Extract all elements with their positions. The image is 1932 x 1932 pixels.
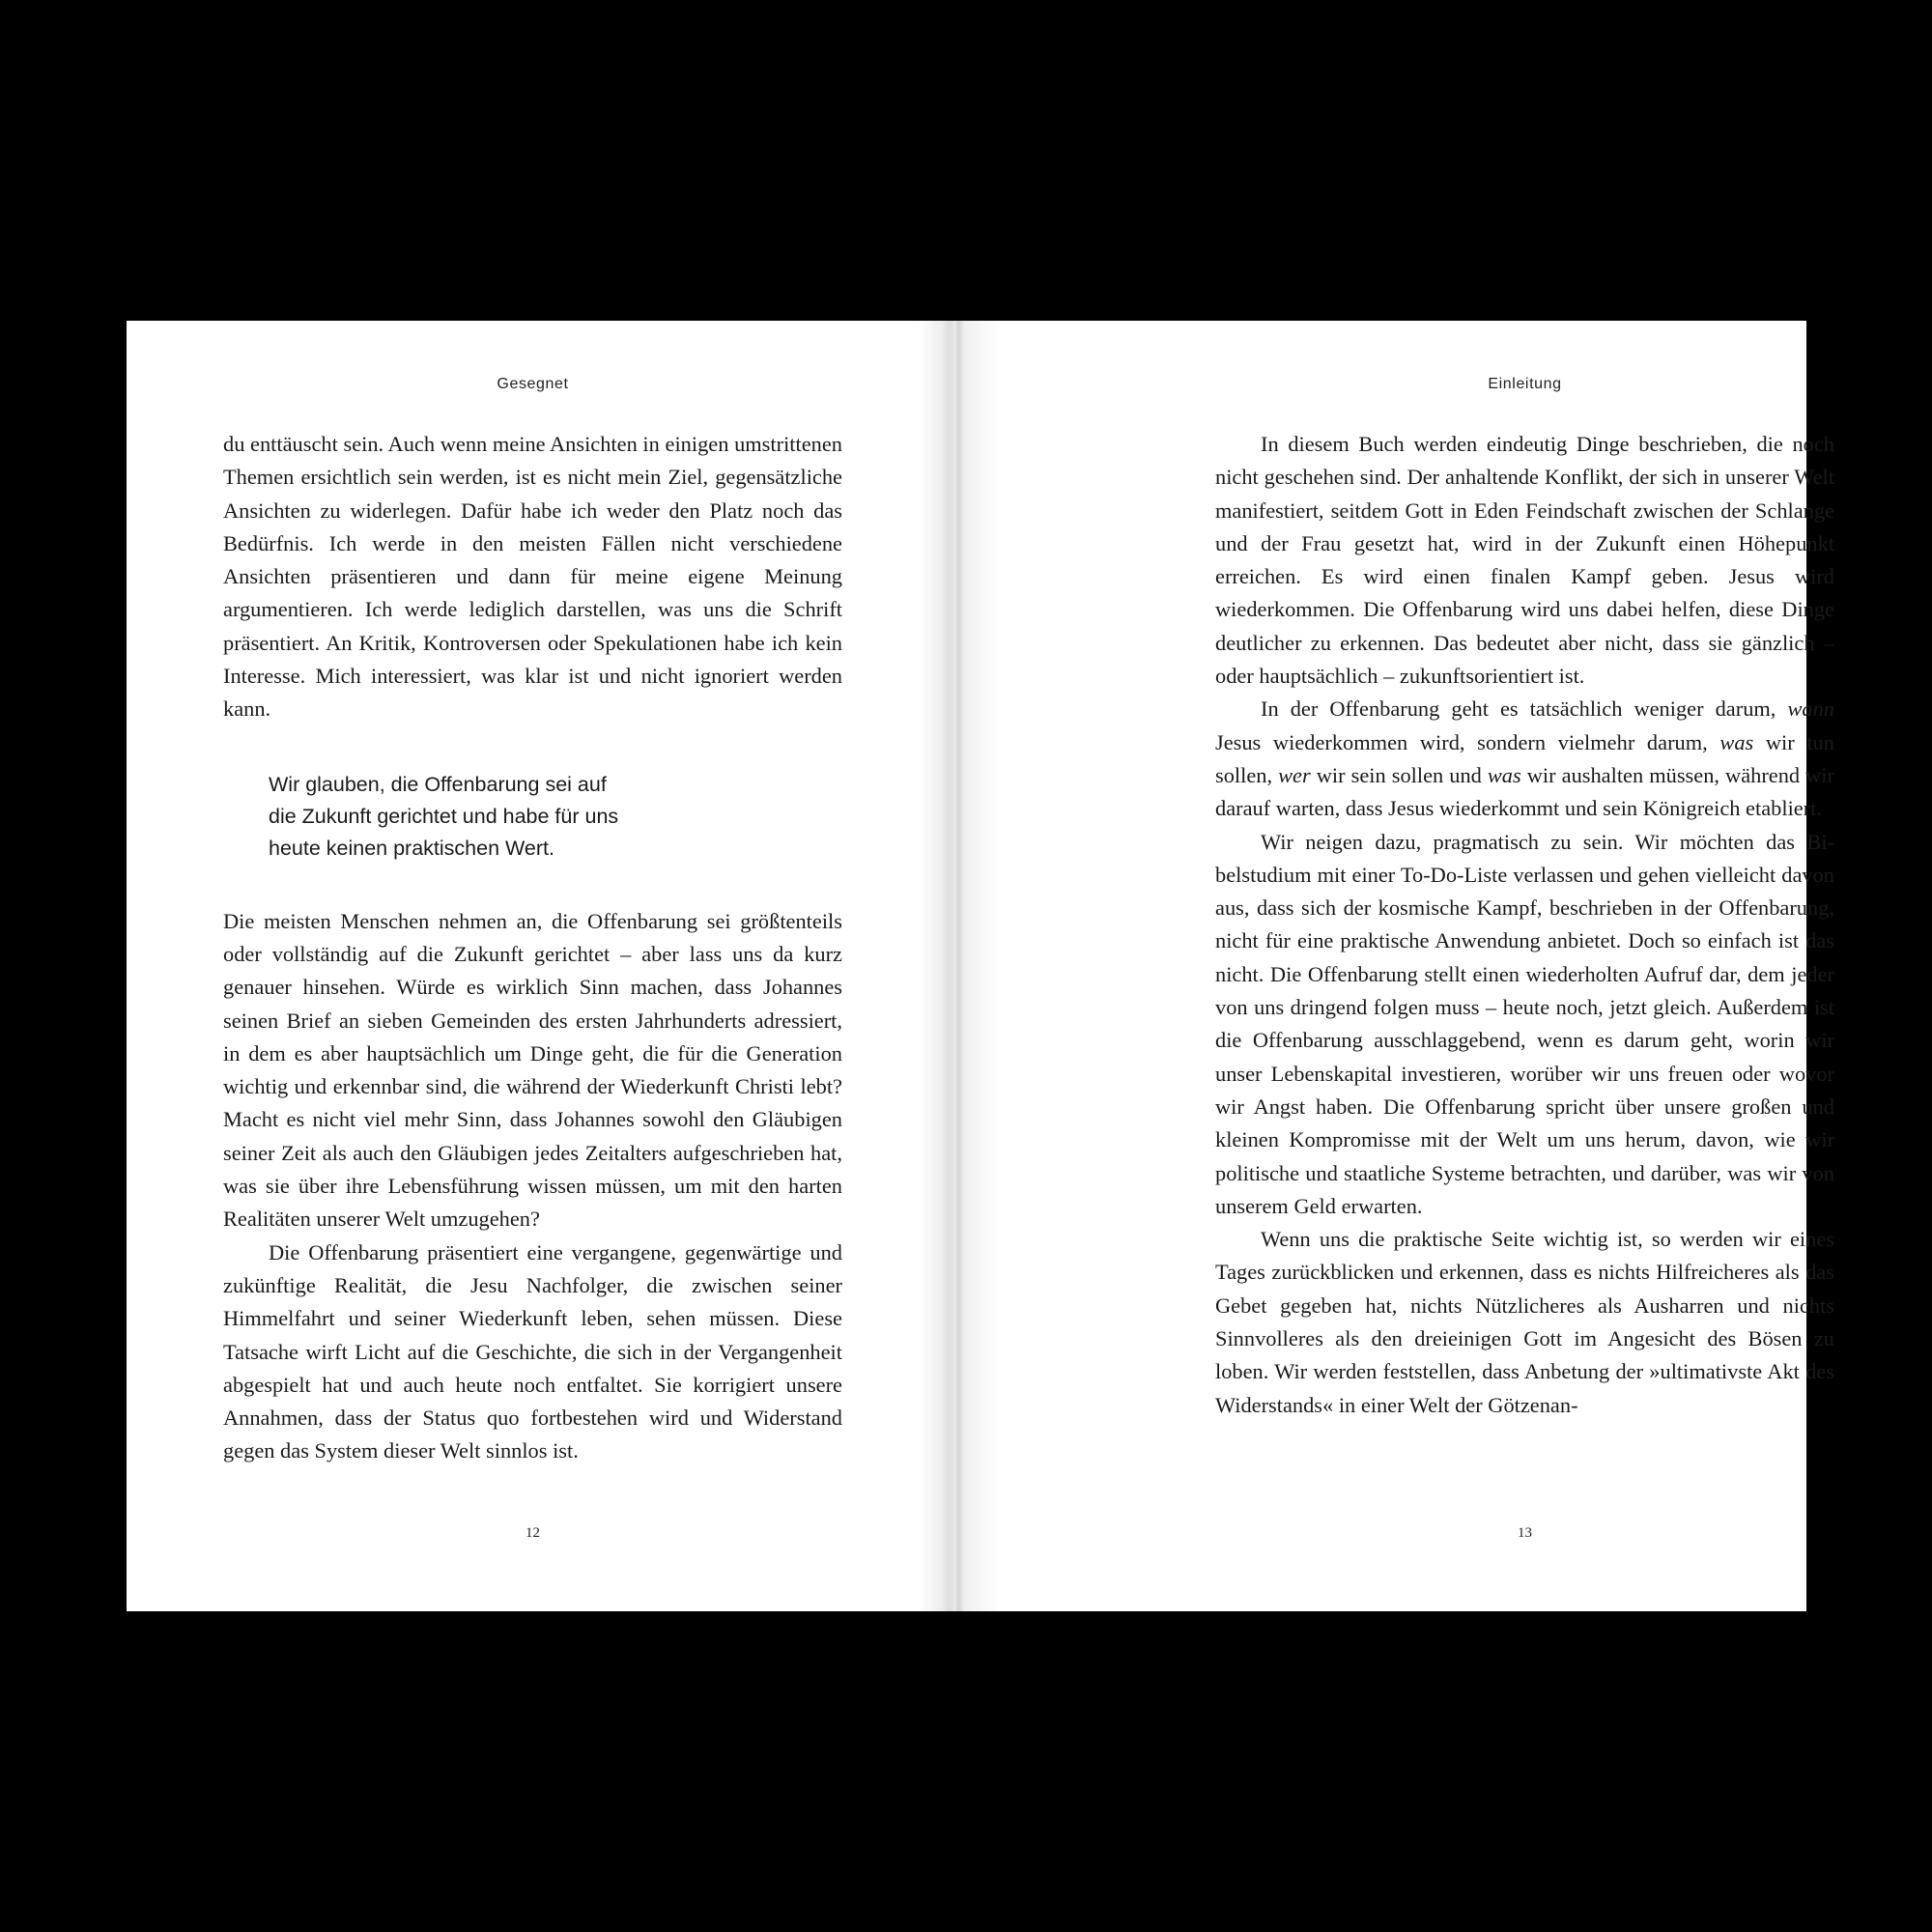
right-page-body: [1215, 428, 1834, 1422]
running-head-right: Einleitung: [1488, 376, 1562, 392]
emphasis-wer: wer: [1278, 762, 1311, 787]
text-run: wir tun sollen,: [1215, 729, 1835, 787]
page-number-right: 13: [1518, 1525, 1532, 1541]
pullquote: [269, 769, 842, 865]
right-paragraph-2: [1215, 693, 1834, 825]
pullquote-line-2: die Zukunft gerichtet und habe für uns: [269, 804, 619, 828]
right-page: [967, 321, 1835, 1611]
pullquote-line-1: Wir glauben, die Offenbarung sei auf: [269, 772, 607, 796]
right-paragraph-4: Wenn uns die praktische Seite wichtig ist, so werden wir eines Tages zurückblicken und erkennen, dass es nichts Hilfreicheres als das Gebet gegeben hat, nichts Nützlicheres als Ausharren und nichts Sinnvolleres als den dreieinigen Gott im Angesicht des Bösen zu loben. Wir werden feststellen, dass Anbetung der »ultimativste Akt des Widerstands« in einer Welt der Götzenan-: [1215, 1227, 1834, 1417]
right-paragraph-3: Wir neigen dazu, pragmatisch zu sein. Wir möchten das Bibelstudium mit einer To-Do-Liste verlassen und gehen vielleicht davon aus, dass sich der kosmische Kampf, beschrieben in der Offenbarung, nicht für eine praktische Anwendung anbietet. Doch so einfach ist das nicht. Die Offenbarung stellt einen wiederholten Aufruf dar, dem jeder von uns dringend folgen muss – heute noch, jetzt gleich. Außerdem ist die Offenbarung ausschlaggebend, wenn es darum geht, worin wir unser Lebenskapital investieren, worüber wir uns freuen oder wovor wir Angst haben. Die Offenbarung spricht über unsere großen und kleinen Kompromisse mit der Welt um uns herum, davon, wie wir politische und staatliche Systeme betrachten, und darüber, was wir von unserem Geld erwarten.: [1215, 829, 1834, 1218]
book-spread: [127, 321, 1835, 1611]
left-paragraph-2: Die meisten Menschen nehmen an, die Offenbarung sei größtenteils oder vollständig auf die Zukunft gerichtet – aber lass uns da kurz genauer hinsehen. Würde es wirklich Sinn machen, dass Johannes seinen Brief an sieben Gemeinden des ersten Jahrhunderts adressiert, in dem es aber hauptsächlich um Dinge geht, die für die Generation wichtig und erkennbar sind, die während der Wiederkunft Christi lebt? Macht es nicht viel mehr Sinn, dass Johannes sowohl den Gläubigen seiner Zeit als auch den Gläubigen jedes Zeitalters aufgeschrieben hat, was sie über ihre Lebensführung wissen müssen, um mit den harten Realitäten unserer Welt umzugehen?: [223, 908, 842, 1232]
text-run: wir aushalten müssen, während wir darauf warten, dass Jesus wiederkommt und sein Königreich etabliert.: [1215, 762, 1834, 821]
left-paragraph-1: du enttäuscht sein. Auch wenn meine Ansichten in einigen umstrittenen Themen ersichtlich sein werden, ist es nicht mein Ziel, gegensätzliche Ansichten zu widerlegen. Dafür habe ich weder den Platz noch das Bedürfnis. Ich werde in den meisten Fällen nicht verschiedene Ansichten präsentieren und dann für meine eigene Meinung argumentieren. Ich werde lediglich darstellen, was uns die Schrift präsentiert. An Kritik, Kontroversen oder Spekulationen habe ich kein Interesse. Mich interessiert, was klar ist und nicht ignoriert werden kann.: [223, 432, 842, 722]
left-paragraph-3: Die Offenbarung präsentiert eine vergangene, gegenwärtige und zukünftige Realität, die Jesu Nachfolger, die zwischen seiner Himmelfahrt und seiner Wiederkunft leben, sehen müssen. Diese Tatsache wirft Licht auf die Geschichte, die sich in der Vergangenheit abgespielt hat und auch heute noch entfaltet. Sie korrigiert unsere Annahmen, dass der Status quo fortbestehen wird und Widerstand gegen das System dieser Welt sinnlos ist.: [223, 1239, 842, 1463]
emphasis-was: was: [1719, 729, 1754, 754]
text-run: Jesus wiederkommen wird, sondern vielmehr darum,: [1215, 729, 1720, 754]
text-run: In der Offenbarung geht es tatsächlich weniger darum,: [1261, 696, 1788, 722]
right-paragraph-1: In diesem Buch werden eindeutig Dinge beschrieben, die noch nicht geschehen sind. Der anhaltende Konflikt, der sich in unserer Welt manifestiert, seitdem Gott in Eden Feindschaft zwischen der Schlange und der Frau gesetzt hat, wird in der Zukunft einen Höhepunkt erreichen. Es wird einen finalen Kampf geben. Jesus wird wiederkommen. Die Offenbarung wird uns dabei helfen, diese Dinge deutlicher zu erkennen. Das bedeutet aber nicht, dass sie gänzlich – oder hauptsächlich – zukunftsorientiert ist.: [1215, 432, 1834, 689]
emphasis-wann: wann: [1787, 696, 1834, 722]
pullquote-line-3: heute keinen praktischen Wert.: [269, 836, 554, 860]
left-page-body: [223, 428, 842, 1468]
page-number-left: 12: [526, 1525, 540, 1541]
text-run: wir sein sollen und: [1310, 762, 1488, 787]
running-head-left: Gesegnet: [497, 376, 569, 392]
emphasis-was-2: was: [1487, 762, 1521, 787]
left-page: [127, 321, 967, 1611]
